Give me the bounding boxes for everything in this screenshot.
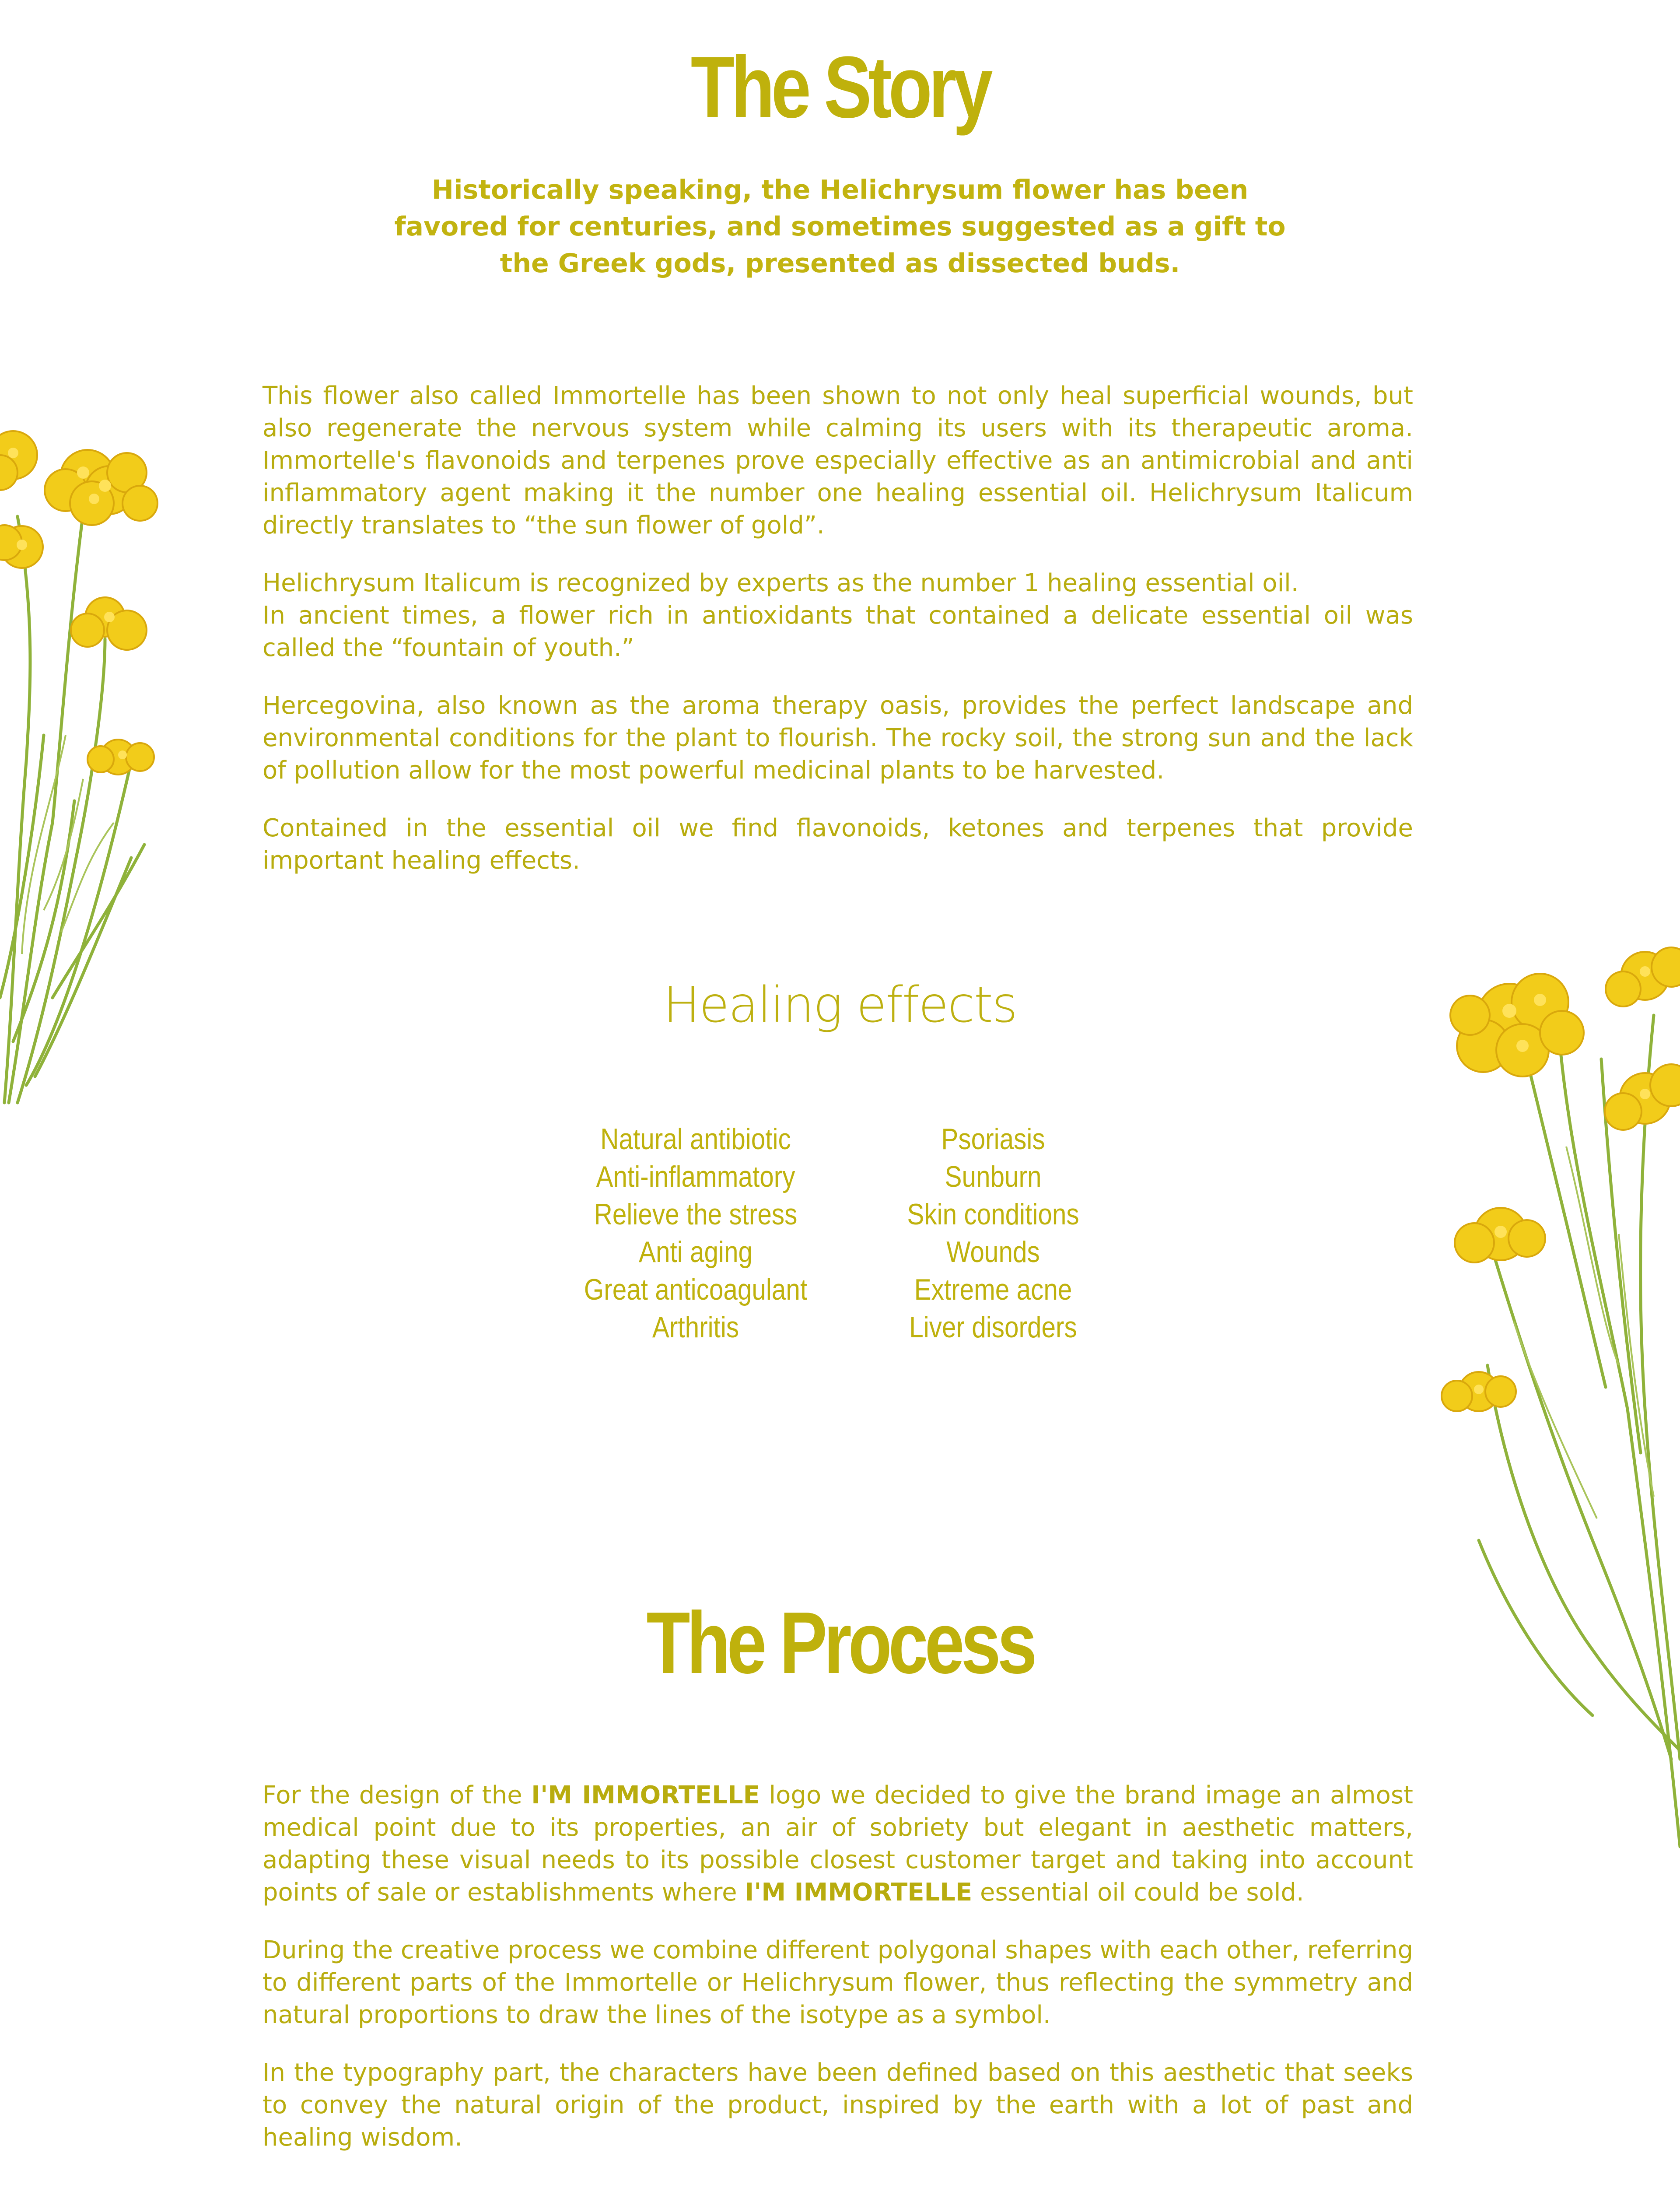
story-lead: Historically speaking, the Helichrysum flower has been favored for centuries, and sometimes suggested as a gift to the Greek gods, presented as dissected buds. (394, 175, 1286, 279)
list-item: Natural antibiotic (600, 1122, 791, 1156)
process-paragraph-1-part-c: essential oil could be sold. (972, 1878, 1304, 1907)
list-item: Sunburn (945, 1160, 1042, 1193)
healing-effects-title: Healing effects (663, 977, 1017, 1034)
story-body (262, 380, 1413, 902)
brand-name: I'M IMMORTELLE (745, 1878, 973, 1907)
story-paragraph-1: This flower also called Immortelle has been shown to not only heal superficial wounds, but also regenerate the nervous system while calming its users with its therapeutic aroma. Immortelle's flavonoids and terpenes prove especially effective as an antimicrobial and anti inflammatory agent making it the number one healing essential oil. Helichrysum Italicum directly translates to “the sun flower of gold”. (262, 382, 1413, 540)
list-item: Relieve the stress (594, 1198, 798, 1231)
story-paragraph-4: Hercegovina, also known as the aroma therapy oasis, provides the perfect landscape and environmental conditions for the plant to flourish. The rocky soil, the strong sun and the lack of pollution allow for the most powerful medicinal plants to be harvested. (262, 691, 1413, 785)
list-item: Anti aging (638, 1235, 753, 1269)
healing-effects-right-list (858, 1120, 1128, 1346)
story-paragraph-2: Helichrysum Italicum is recognized by experts as the number 1 healing essential oil. (262, 569, 1299, 597)
process-paragraph-1-part-b: logo we decided to give the brand image an almost medical point due to its properties, an air of sobriety but elegant in aesthetic matters, adapting these visual needs to its possible closest customer target and taking into account points of sale or establishments where (262, 1781, 1413, 1907)
list-item: Psoriasis (941, 1122, 1045, 1156)
list-item: Arthritis (652, 1311, 739, 1344)
story-title: The Story (690, 39, 990, 136)
brand-name: I'M IMMORTELLE (531, 1781, 760, 1809)
process-paragraph-1-part-a: For the design of the (262, 1781, 532, 1809)
list-item: Extreme acne (914, 1273, 1072, 1306)
list-item: Anti-inflammatory (596, 1160, 795, 1193)
process-body (262, 1779, 1413, 2179)
list-item: Skin conditions (907, 1198, 1079, 1231)
list-item: Liver disorders (909, 1311, 1077, 1344)
helichrysum-illustration-right (1435, 928, 1680, 1869)
story-paragraph-5: Contained in the essential oil we find flavonoids, ketones and terpenes that provide important healing effects. (262, 814, 1413, 875)
process-paragraph-3: In the typography part, the characters have been defined based on this aesthetic that seeks to convey the natural origin of the product, inspired by the earth with a lot of past and healing wisdom. (262, 2058, 1413, 2152)
list-item: Great anticoagulant (584, 1273, 808, 1306)
story-paragraph-3: In ancient times, a flower rich in antioxidants that contained a delicate essential oil was called the “fountain of youth.” (262, 601, 1413, 662)
list-item: Wounds (946, 1235, 1040, 1269)
process-paragraph-1 (262, 1779, 1413, 1909)
process-paragraph-2: During the creative process we combine different polygonal shapes with each other, referring to different parts of the Immortelle or Helichrysum flower, thus reflecting the symmetry and natural proportions to draw the lines of the isotype as a symbol. (262, 1936, 1413, 2029)
healing-effects-left-list (560, 1120, 831, 1346)
process-title: The Process (646, 1594, 1034, 1692)
